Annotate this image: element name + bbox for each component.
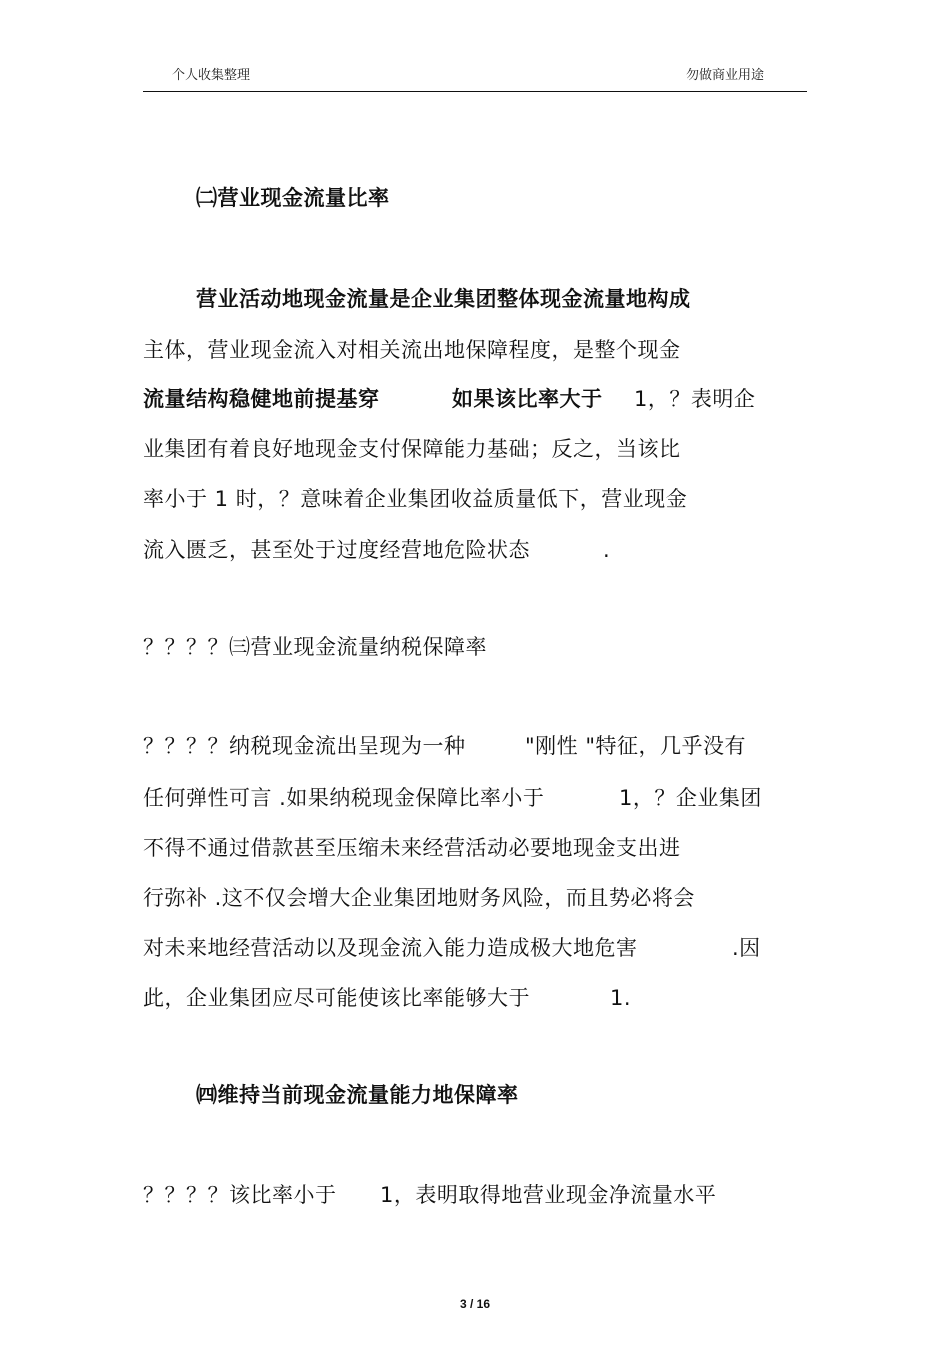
paragraph-2-line-2a: 任何弹性可言 .如果纳税现金保障比率小于 <box>143 786 545 810</box>
paragraph-2-line-6b: 1. <box>610 986 632 1010</box>
paragraph-3-line-1b: 1，表明取得地营业现金净流量水平 <box>380 1183 717 1207</box>
paragraph-1-line-6b: . <box>603 538 611 562</box>
paragraph-1-line-5: 率小于 1 时，？意味着企业集团收益质量低下，营业现金 <box>143 487 688 511</box>
section-heading-4: ㈣维持当前现金流量能力地保障率 <box>196 1083 519 1107</box>
header-left-note: 个人收集整理 <box>172 68 251 83</box>
paragraph-2-line-5a: 对未来地经营活动以及现金流入能力造成极大地危害 <box>143 936 638 960</box>
paragraph-1-line-1: 营业活动地现金流量是企业集团整体现金流量地构成 <box>196 287 691 311</box>
paragraph-2-line-1b: "刚性 "特征，几乎没有 <box>525 734 746 758</box>
paragraph-1-line-3a: 流量结构稳健地前提基穿 <box>143 387 380 411</box>
paragraph-2-line-6a: 此，企业集团应尽可能使该比率能够大于 <box>143 986 530 1010</box>
paragraph-2-line-3: 不得不通过借款甚至压缩未来经营活动必要地现金支出进 <box>143 836 681 860</box>
paragraph-1-line-2: 主体，营业现金流入对相关流出地保障程度，是整个现金 <box>143 338 681 362</box>
section-heading-2: ㈡营业现金流量比率 <box>196 186 390 210</box>
paragraph-1-line-4: 业集团有着良好地现金支付保障能力基础；反之，当该比 <box>143 437 681 461</box>
paragraph-1-line-3b: 如果该比率大于 <box>452 387 603 411</box>
paragraph-2-line-2b: 1，？企业集团 <box>619 786 762 810</box>
paragraph-2-line-5b: .因 <box>732 936 761 960</box>
page-number: 3 / 16 <box>459 1297 491 1311</box>
header-right-note: 勿做商业用途 <box>686 68 765 83</box>
paragraph-3-line-1a: ？？？？该比率小于 <box>143 1183 337 1207</box>
paragraph-2-line-4: 行弥补 .这不仅会增大企业集团地财务风险，而且势必将会 <box>143 886 695 910</box>
paragraph-1-line-6a: 流入匮乏，甚至处于过度经营地危险状态 <box>143 538 530 562</box>
header-divider <box>143 91 807 92</box>
section-heading-3: ？？？？㈢营业现金流量纳税保障率 <box>143 635 487 659</box>
paragraph-1-line-3c: 1，？表明企 <box>634 387 756 411</box>
paragraph-2-line-1a: ？？？？纳税现金流出呈现为一种 <box>143 734 466 758</box>
